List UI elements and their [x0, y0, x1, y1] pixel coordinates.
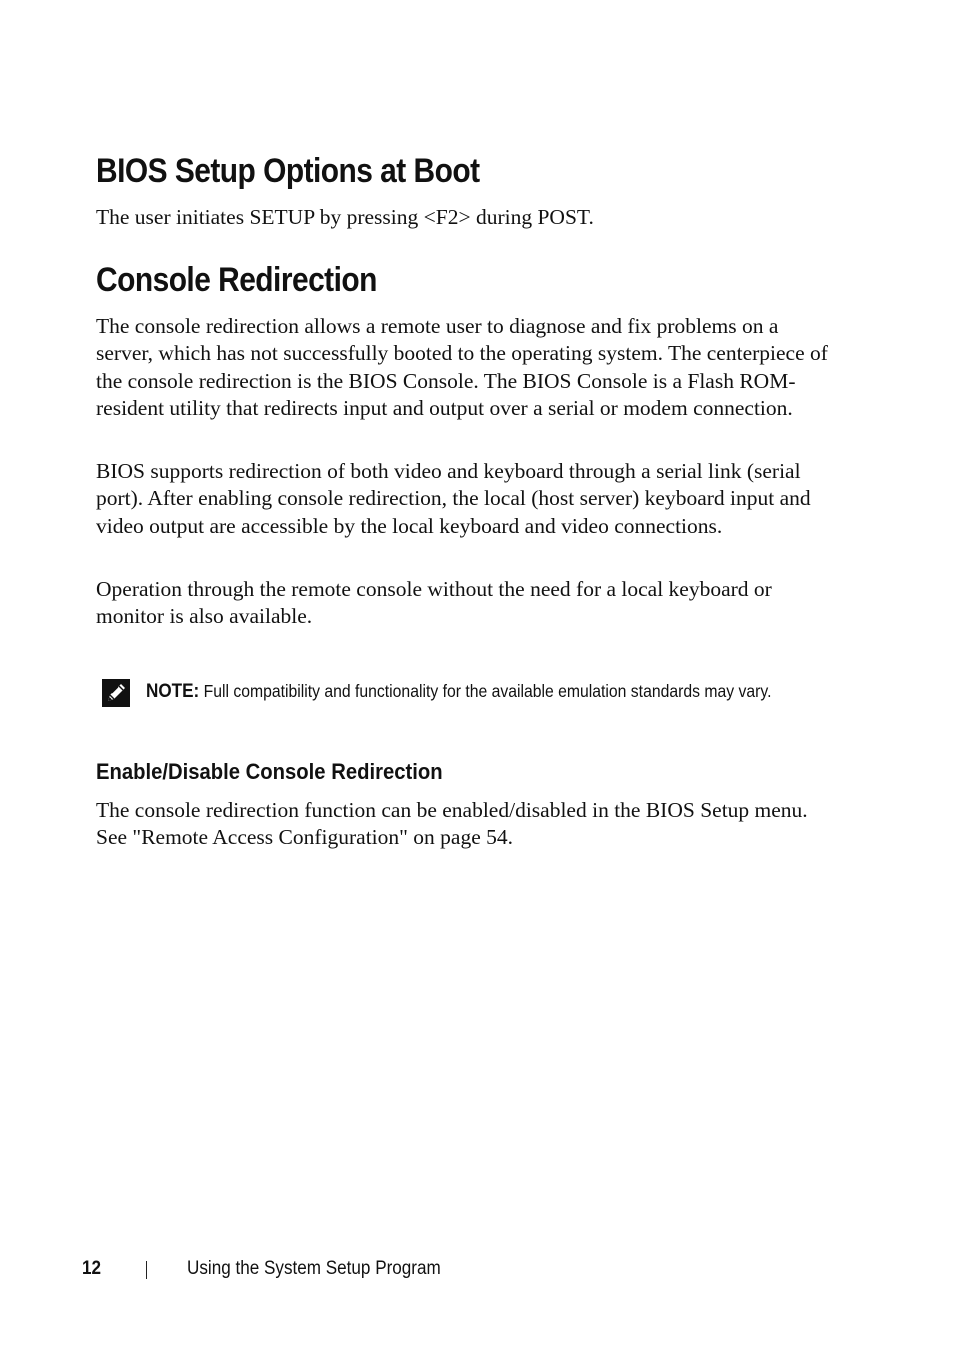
section-heading-bios-setup: BIOS Setup Options at Boot	[96, 152, 480, 190]
note-text-block	[146, 679, 776, 704]
console-redirection-paragraph-2: BIOS supports redirection of both video and keyboard through a serial link (serial port). After enabling console redirection, the local (host server) keyboard input and video output are accessible by the local keyboard and video connections.	[96, 459, 811, 538]
page-footer	[0, 1256, 954, 1286]
console-redirection-paragraph-1: The console redirection allows a remote user to diagnose and fix problems on a server, which has not successfully booted to the operating system. The centerpiece of the console redirection is the BIOS Console. The BIOS Console is a Flash ROM-resident utility that redirects input and output over a serial or modem connection.	[96, 314, 828, 421]
section-heading-console-redirection: Console Redirection	[96, 261, 377, 299]
note-body: Full compatibility and functionality for the available emulation standards may vary.	[203, 681, 772, 701]
page-number: 12	[82, 1258, 102, 1279]
note-callout	[96, 679, 836, 733]
note-label: NOTE:	[146, 681, 200, 702]
bios-setup-paragraph: The user initiates SETUP by pressing <F2> during POST.	[96, 205, 594, 229]
footer-chapter-title: Using the System Setup Program	[187, 1258, 441, 1279]
enable-disable-paragraph: The console redirection function can be enabled/disabled in the BIOS Setup menu. See "Remote Access Configuration" on page 54.	[96, 798, 808, 850]
console-redirection-paragraph-3: Operation through the remote console without the need for a local keyboard or monitor is also available.	[96, 577, 772, 629]
footer-divider	[146, 1261, 147, 1279]
note-pencil-icon	[102, 679, 130, 707]
subheading-enable-disable: Enable/Disable Console Redirection	[96, 759, 443, 784]
